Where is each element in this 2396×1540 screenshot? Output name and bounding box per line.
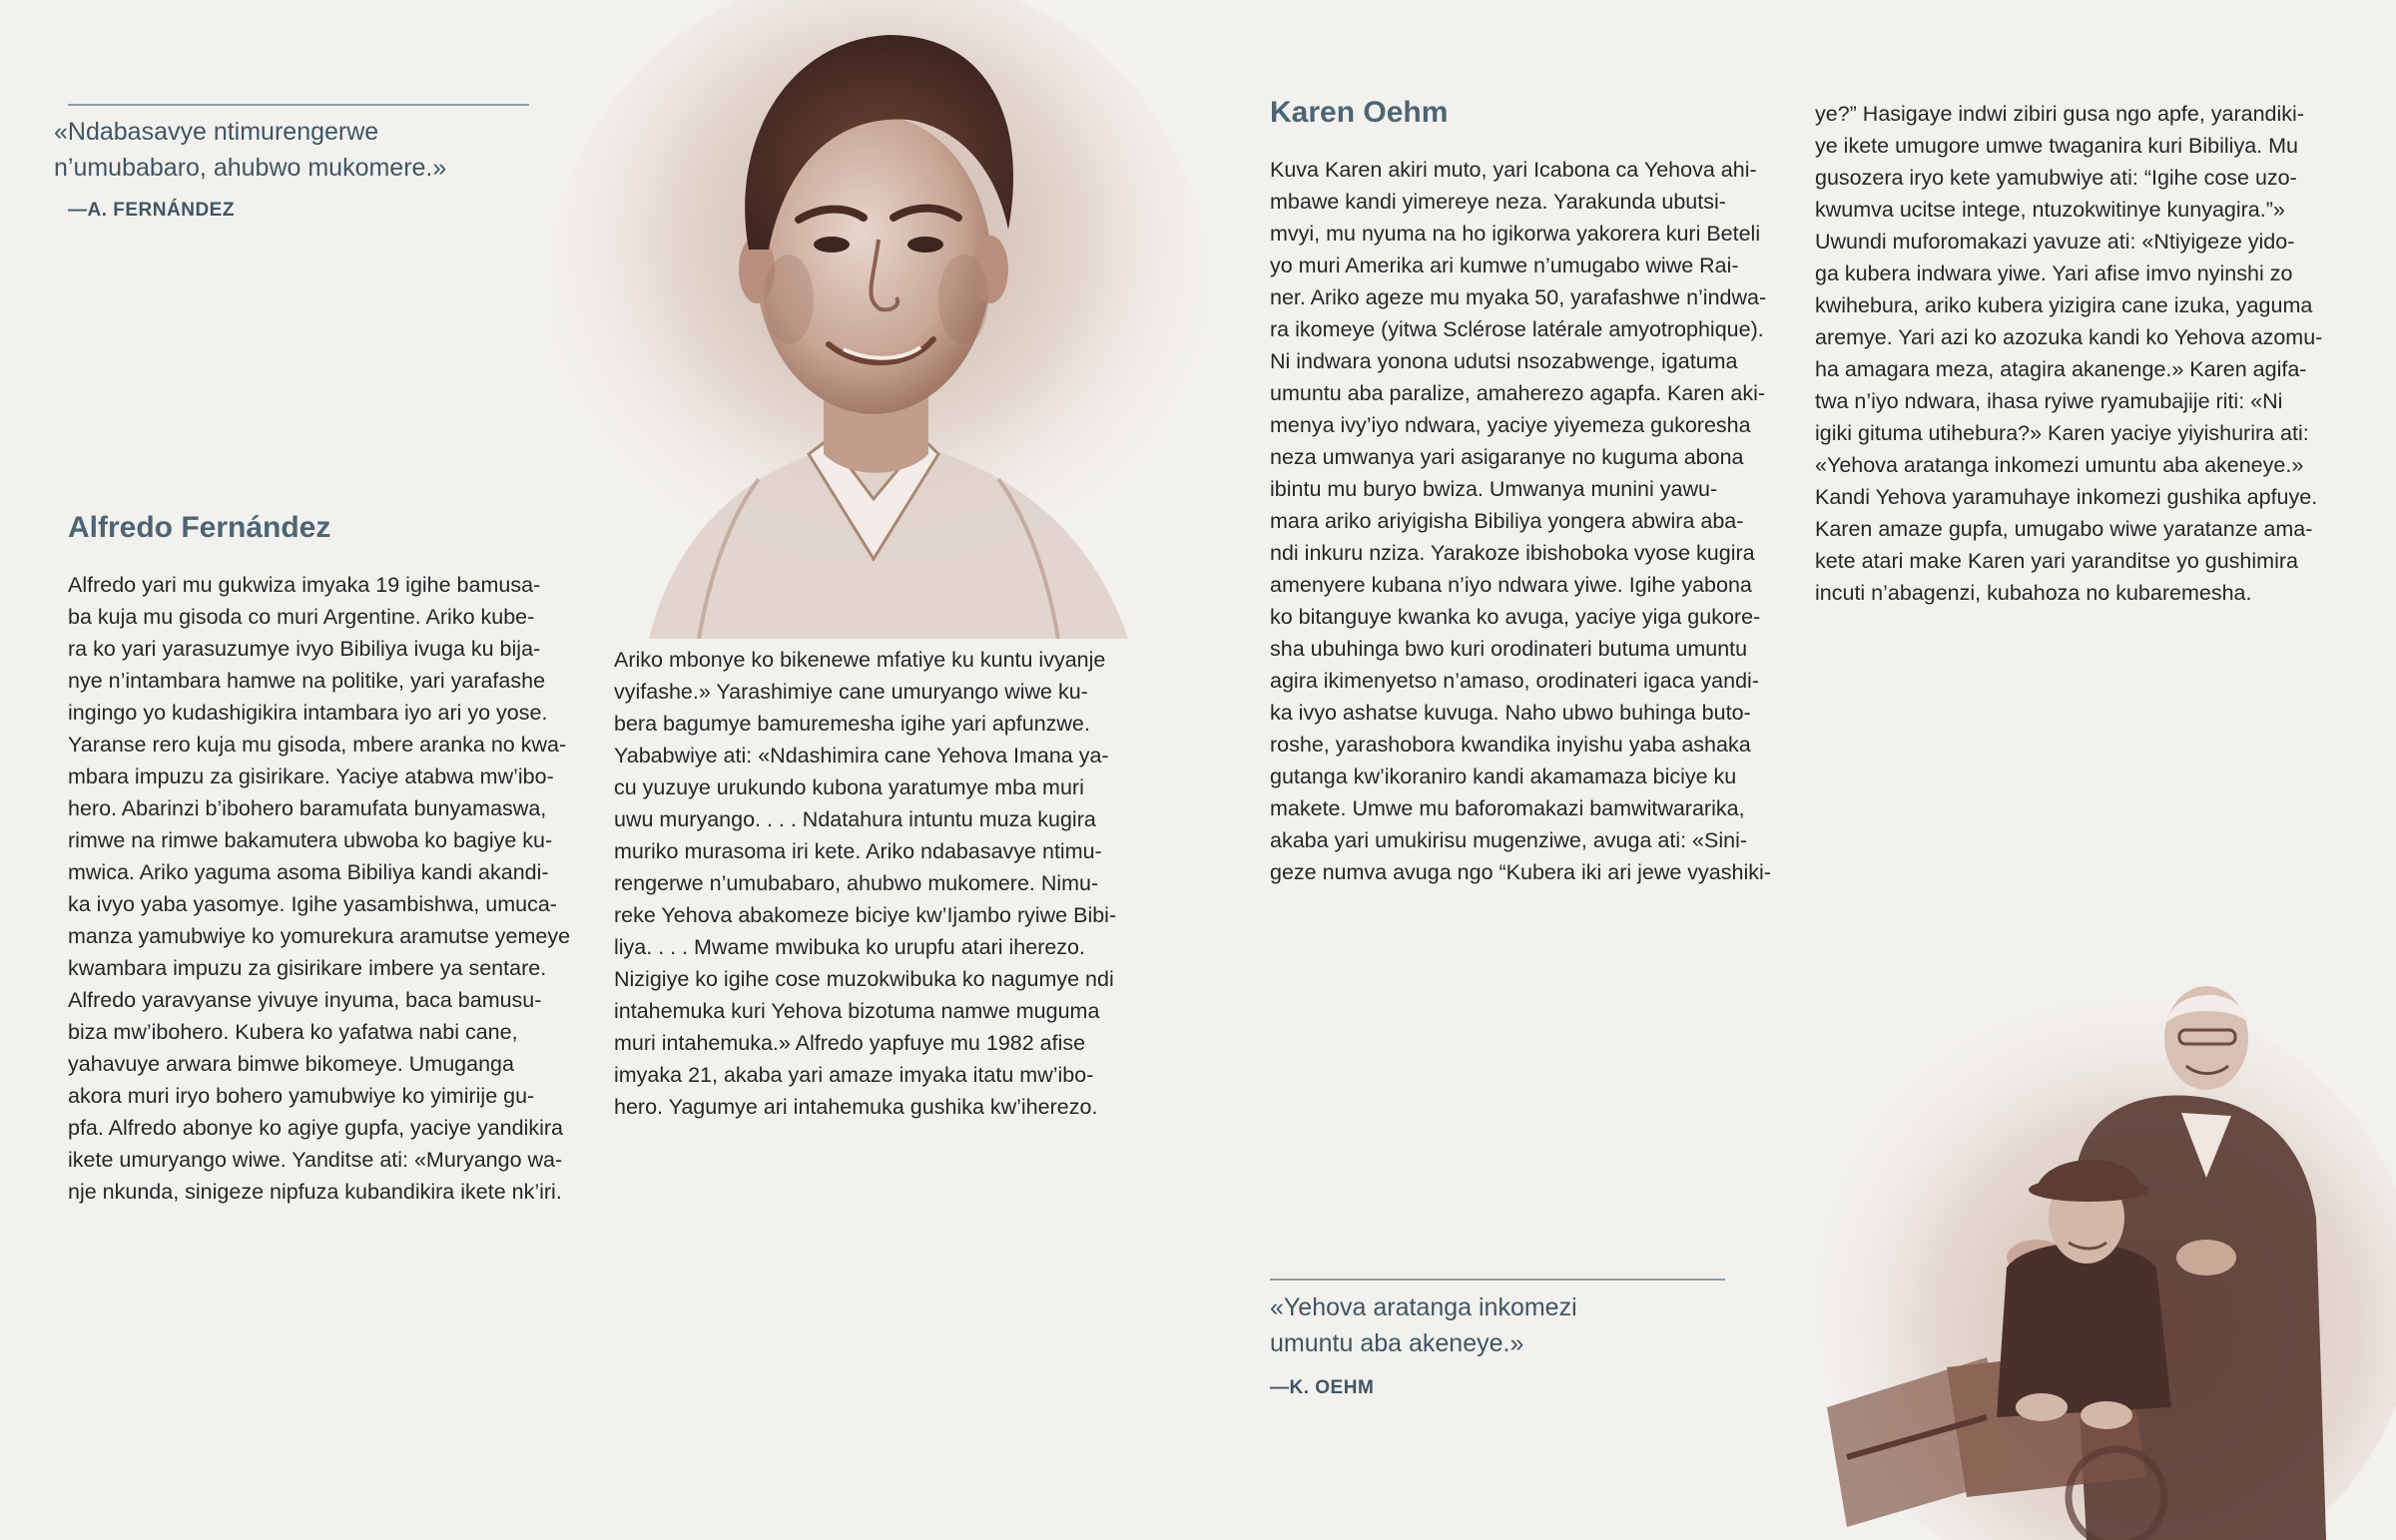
alfredo-column-2: Ariko mbonye ko bikenewe mfatiye ku kuntu ivyanje vyifashe.» Yarashimiye cane umuryango wiwe ku- bera bagumye bamuremesha igihe yari apfunzwe. Yababwiye ati: «Ndashimira cane Yehova Imana ya- cu yuzuye urukundo kubona yaratumye mba muri uwu muryango. . . . Ndatahura intuntu muza kugira muriko murasoma iri kete. Ariko ndabasavye ntimu- rengerwe n’umubabaro, ahubwo mukomere. Nimu- reke Yehova abakomeze biciye kw’Ijambo ryiwe Bibi- liya. . . . Mwame mwibuka ko urupfu atari iherezo. Nizigiye ko igihe cose muzokwibuka ko nagumye ndi intahemuka kuri Yehova bizotuma namwe muguma muri intahemuka.» Alfredo yapfuye mu 1982 afise imyaka 21, akaba yari amaze imyaka itatu mw’ibo- hero. Yagumye ari intahemuka gushika kw’iherezo. [614,648,1117,1119]
young-man-portrait-illustration [529,0,1228,639]
husband-and-wife-in-wheelchair-illustration [1787,938,2396,1540]
karen-column-1: Kuva Karen akiri muto, yari Icabona ca Yehova ahi- mbawe kandi yimereye neza. Yarakunda ubutsi- mvyi, mu nyuma na ho igikorwa yakorera kuri Beteli yo muri Amerika ari kumwe n’umugabo wiwe Rai- ner. Ariko ageze mu myaka 50, yarafashwe n’indwa- ra ikomeye (yitwa Sclérose latérale amyotrophique). Ni indwara yonona udutsi nsozabwenge, igatuma umuntu aba paralize, amaherezo agapfa. Karen aki- menya ivy’iyo ndwara, yaciye yiyemeza gukoresha neza umwanya yari asigaranye no kuguma abona ibintu mu buryo bwiza. Umwanya munini yawu- mara ariko ariyigisha Bibiliya yongera abwira aba- ndi inkuru nziza. Yarakoze ibishoboka vyose kugira amenyere kubana n’iyo ndwara yiwe. Igihe yabona ko bitanguye kwanka ko avuga, yaciye yiga gukore- sha ubuhinga bwo kuri orodinateri butuma umuntu agira ikimenyetso n’amaso, orodinateri igaca yandi- ka ivyo ashatse kuvuga. Naho ubwo buhinga buto- roshe, yarashobora kwandika inyishu yaba ashaka gutanga kw’ikoraniro kandi akamamaza biciye ku makete. Umwe mu baforomakazi bamwitwararika, akaba yari umukirisu mugenziwe, avuga ati: «Sini- geze numva avuga ngo “Kubera iki ari jewe vyashiki- [1270,158,1771,884]
left-quote-attribution: —A. FERNÁNDEZ [68,200,235,221]
right-quote-attribution: —K. OEHM [1270,1377,1375,1398]
right-quote-rule [1270,1279,1725,1281]
left-pull-quote: «Ndabasavye ntimurengerwe n’umubabaro, ahubwo mukomere.» [54,118,447,182]
alfredo-heading: Alfredo Fernández [68,511,331,544]
left-quote-rule [68,104,529,106]
alfredo-column-1: Alfredo yari mu gukwiza imyaka 19 igihe bamusa- ba kuja mu gisoda co muri Argentine. Ariko kube- ra ko yari yarasuzumye ivyo Bibiliya ivuga ku bija- nye n’intambara hamwe na politike, yari yarafashe ingingo yo kudashigikira intambara iyo ari yo yose. Yaranse rero kuja mu gisoda, mbere aranka no kwa- mbara impuzu za gisirikare. Yaciye atabwa mw’ibo- hero. Abarinzi b’ibohero baramufata bunyamaswa, rimwe na rimwe bakamutera ubwoba ko bagiye ku- mwica. Ariko yaguma asoma Bibiliya kandi akandi- ka ivyo yaba yasomye. Igihe yasambishwa, umuca- manza yamubwiye ko yomurekura aramutse yemeye kwambara impuzu za gisirikare imbere ya sentare. Alfredo yaravyanse yivuye inyuma, baca bamusu- biza mw’ibohero. Kubera ko yafatwa nabi cane, yahavuye arwara bimwe bikomeye. Umuganga akora muri iryo bohero yamubwiye ko yimirije gu- pfa. Alfredo abonye ko agiye gupfa, yaciye yandikira ikete umuryango wiwe. Yanditse ati: «Muryango wa- nje nkunda, sinigeze nipfuza kubandikira ikete nk’iri. [68,573,571,1204]
right-pull-quote: «Yehova aratanga inkomezi umuntu aba akeneye.» [1270,1293,1577,1357]
karen-column-2: ye?” Hasigaye indwi zibiri gusa ngo apfe, yarandiki- ye ikete umugore umwe twaganira kuri Bibiliya. Mu gusozera iryo kete yamubwiye ati: “Igihe cose uzo- kwumva ucitse intege, ntuzokwitinye kunyagira.”» Uwundi muforomakazi yavuze ati: «Ntiyigeze yido- ga kubera indwara yiwe. Yari afise imvo nyinshi zo kwihebura, ariko kubera yizigira cane izuka, yaguma aremye. Yari azi ko azozuka kandi ko Yehova azomu- ha amagara meza, atagira akanenge.» Karen agifa- twa n’iyo ndwara, ihasa ryiwe ryamubajije riti: «Ni igiki gituma utihebura?» Karen yaciye yiyishurira ati: «Yehova aratanga inkomezi umuntu aba akeneye.» Kandi Yehova yaramuhaye inkomezi gushika apfuye. Karen amaze gupfa, umugabo wiwe yaratanze ama- kete atari make Karen yari yaranditse yo gushimira incuti n’abagenzi, kubahoza no kubaremesha. [1815,102,2323,605]
karen-heading: Karen Oehm [1270,96,1449,129]
